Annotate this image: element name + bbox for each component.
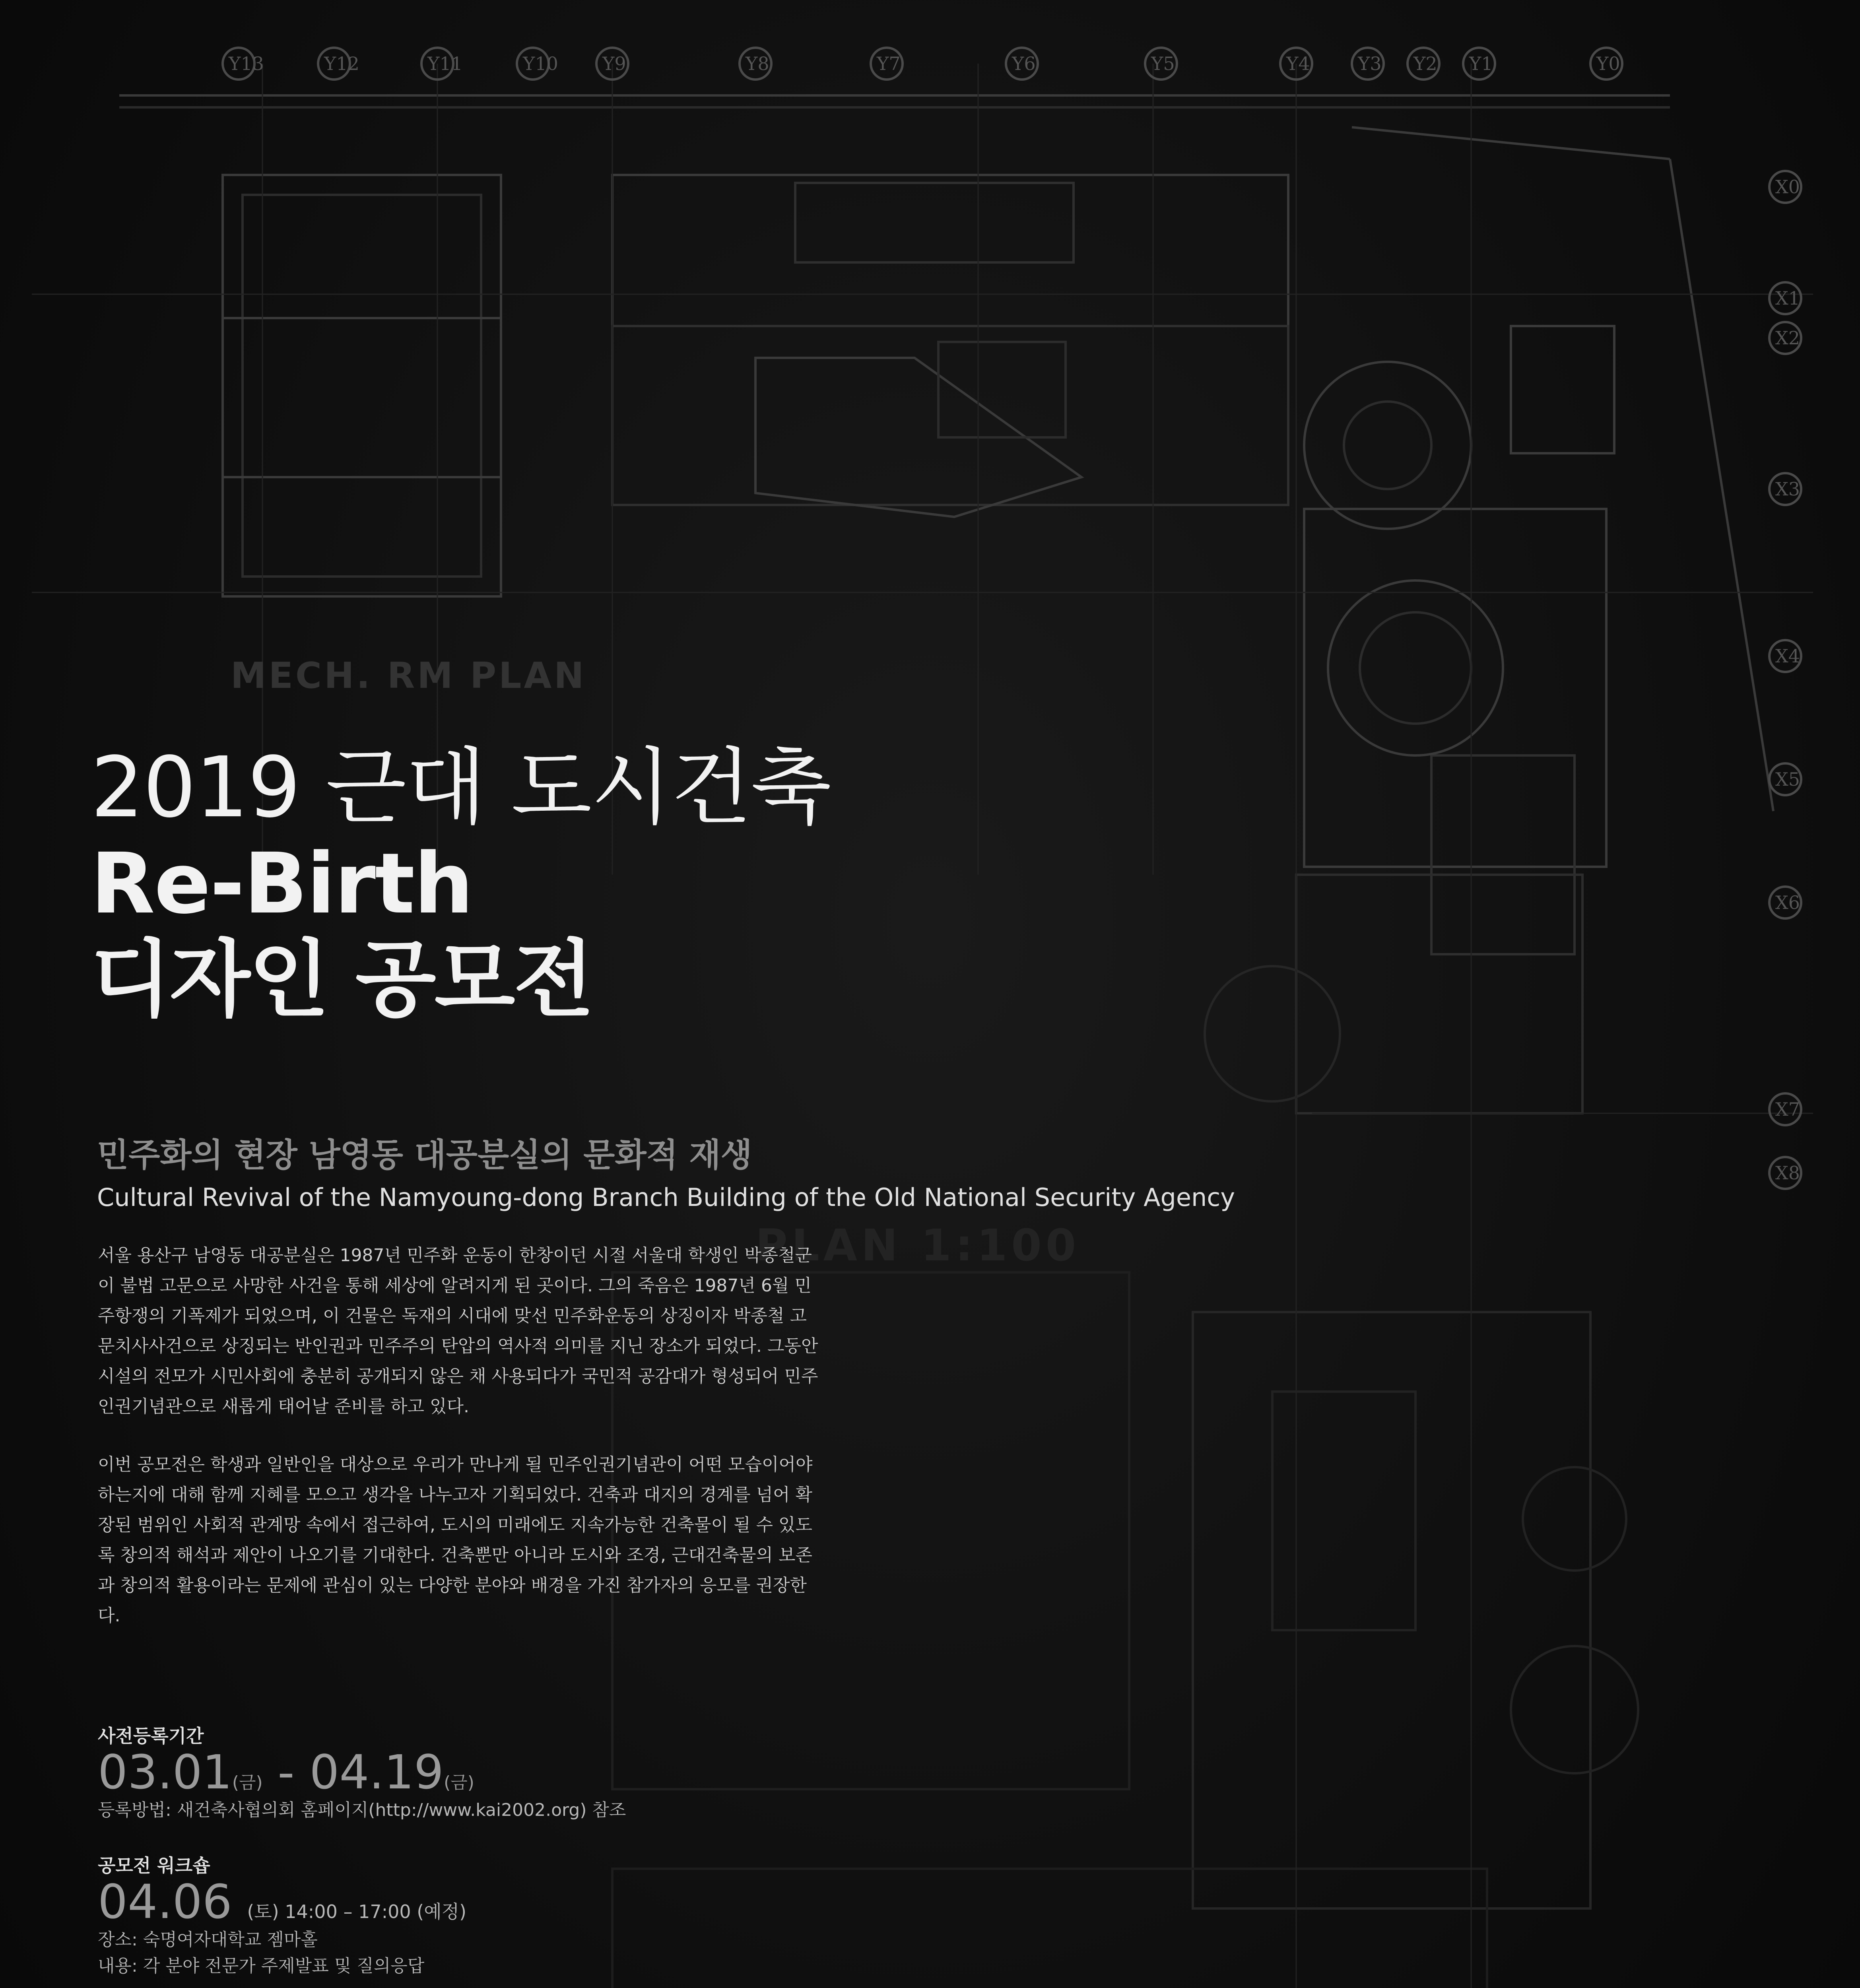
workshop-label: 공모전 워크숍: [98, 1854, 210, 1876]
registration-dates: [98, 1745, 696, 1800]
registration-period: [98, 1722, 696, 1823]
svg-text:Y0: Y0: [1596, 53, 1620, 74]
svg-text:Y11: Y11: [427, 53, 463, 74]
registration-dash: -: [278, 1745, 295, 1800]
subtitle-english: Cultural Revival of the Namyoung-dong Branch Building of the Old National Security Agency: [97, 1183, 1235, 1212]
svg-text:Y2: Y2: [1413, 53, 1437, 74]
svg-text:X1: X1: [1775, 287, 1800, 309]
svg-text:Y1: Y1: [1469, 53, 1493, 74]
svg-text:PLAN 1:100: PLAN 1:100: [755, 1220, 1080, 1271]
svg-text:X8: X8: [1775, 1162, 1800, 1184]
svg-text:Y9: Y9: [602, 53, 626, 74]
svg-text:Y13: Y13: [229, 53, 264, 74]
svg-text:X2: X2: [1775, 327, 1800, 349]
svg-text:X0: X0: [1775, 176, 1800, 198]
svg-text:Y3: Y3: [1358, 53, 1382, 74]
svg-text:Y12: Y12: [324, 53, 359, 74]
svg-text:Y7: Y7: [877, 53, 901, 74]
schedule: [98, 1722, 696, 1988]
workshop-time: (토) 14:00 – 17:00 (예정): [247, 1901, 467, 1922]
intro-text: [98, 1241, 821, 1659]
title-block: [91, 740, 831, 1028]
workshop: [98, 1851, 696, 1979]
svg-text:Y10: Y10: [523, 53, 558, 74]
title-year-line: 2019 근대 도시건축: [91, 739, 831, 836]
title-design-contest: 디자인 공모전: [91, 931, 593, 1028]
svg-text:Y4: Y4: [1286, 53, 1310, 74]
workshop-date-row: [98, 1874, 696, 1929]
svg-text:X4: X4: [1775, 645, 1800, 667]
subtitle-block: [97, 1129, 1235, 1212]
svg-text:X3: X3: [1775, 478, 1800, 500]
registration-start-day: (금): [232, 1773, 263, 1793]
registration-method: 등록방법: 새건축사협의회 홈페이지(http://www.kai2002.org) 참조: [98, 1800, 626, 1820]
intro-paragraph-1: 서울 용산구 남영동 대공분실은 1987년 민주화 운동이 한창이던 시절 서울대 학생인 박종철군이 불법 고문으로 사망한 사건을 통해 세상에 알려지게 된 곳이다. 그의 죽음은 1987년 6월 민주항쟁의 기폭제가 되었으며, 이 건물은 독재의 시대에 맞선 민주화운동의 상징이자 박종철 고문치사사건으로 상징되는 반인권과 민주주의 탄압의 역사적 의미를 지닌 장소가 되었다. 그동안 시설의 전모가 시민사회에 충분히 공개되지 않은 채 사용되다가 국민적 공감대가 형성되어 민주인권기념관으로 새롭게 태어날 준비를 하고 있다.: [98, 1245, 818, 1417]
registration-end-day: (금): [444, 1773, 474, 1793]
title-rebirth: Re-Birth: [91, 835, 473, 932]
workshop-place: 장소: 숙명여자대학교 젬마홀: [98, 1929, 318, 1950]
workshop-date: 04.06: [98, 1874, 232, 1929]
intro-paragraph-2: 이번 공모전은 학생과 일반인을 대상으로 우리가 만나게 될 민주인권기념관이 어떤 모습이어야 하는지에 대해 함께 지혜를 모으고 생각을 나누고자 기획되었다. 건축과 대지의 경계를 넘어 확장된 범위인 사회적 관계망 속에서 접근하여, 도시의 미래에도 지속가능한 건축물이 될 수 있도록 창의적 해석과 제안이 나오기를 기대한다. 건축뿐만 아니라 도시와 조경, 근대건축물의 보존과 창의적 활용이라는 문제에 관심이 있는 다양한 분야와 배경을 가진 참가자의 응모를 권장한다.: [98, 1454, 813, 1626]
registration-label: 사전등록기간: [98, 1725, 204, 1747]
svg-text:X6: X6: [1775, 892, 1800, 913]
subtitle-korean: 민주화의 현장 남영동 대공분실의 문화적 재생: [97, 1136, 752, 1174]
registration-start: 03.01: [98, 1745, 232, 1800]
svg-text:Y8: Y8: [746, 53, 769, 74]
svg-text:Y5: Y5: [1151, 53, 1175, 74]
svg-text:MECH. RM PLAN: MECH. RM PLAN: [231, 655, 586, 697]
svg-text:Y6: Y6: [1012, 53, 1036, 74]
workshop-content: 내용: 각 분야 전문가 주제발표 및 질의응답: [98, 1955, 425, 1976]
registration-end: 04.19: [309, 1745, 444, 1800]
svg-text:X5: X5: [1775, 769, 1800, 790]
svg-text:X7: X7: [1775, 1099, 1800, 1120]
